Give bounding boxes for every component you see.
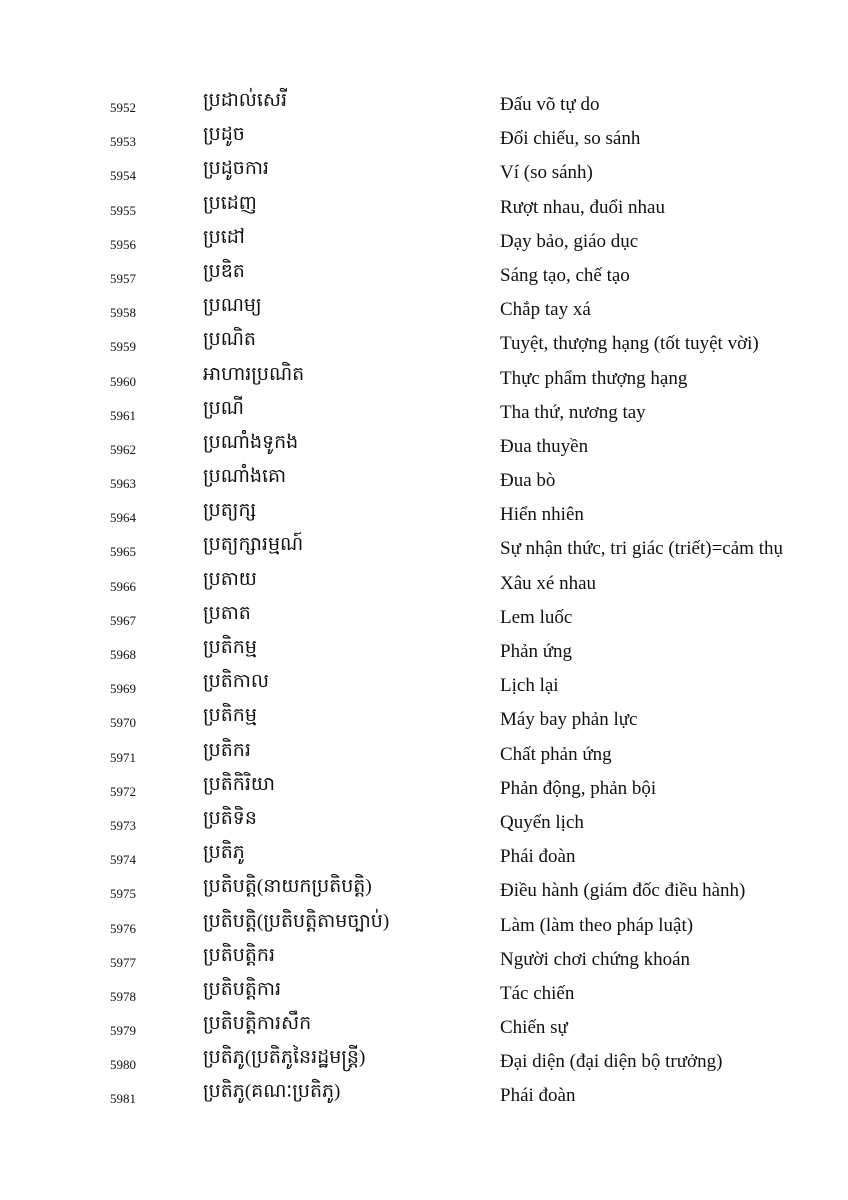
entry-khmer-term: ប្រណិត [203,329,256,351]
entry-number: 5965 [110,544,136,560]
entry-number: 5958 [110,305,136,321]
entry-vietnamese-meaning: Tác chiến [500,982,575,1004]
entry-row [0,293,848,327]
entry-row [0,327,848,361]
entry-vietnamese-meaning: Dạy bảo, giáo dục [500,230,639,252]
entry-number: 5980 [110,1057,136,1073]
entry-vietnamese-meaning: Phản động, phản bội [500,777,657,799]
entry-khmer-term: ប្រណី [203,397,244,419]
entry-number: 5971 [110,749,136,765]
entry-vietnamese-meaning: Phái đoàn [500,846,576,868]
entry-khmer-term: ប្រតិភូ(ប្រតិភូនៃរដ្ឋមន្ត្រី) [203,1047,366,1069]
entry-number: 5967 [110,612,136,628]
entry-row [0,874,848,908]
entry-row [0,601,848,635]
entry-khmer-term: ប្រតិកម្ម [203,637,257,658]
entry-number: 5970 [110,715,136,731]
entry-khmer-term: ប្រតិភូ [203,842,245,864]
entry-number: 5953 [110,134,136,150]
entry-row [0,156,848,190]
entry-number: 5978 [110,988,136,1004]
entry-khmer-term: ប្រតាយ [203,568,257,590]
entry-khmer-term: ប្រដូចការ [203,158,269,180]
entry-vietnamese-meaning: Đua thuyền [500,435,589,457]
entry-vietnamese-meaning: Đua bò [500,470,556,492]
entry-row [0,635,848,669]
entry-vietnamese-meaning: Rượt nhau, đuổi nhau [500,196,665,218]
entry-row [0,977,848,1011]
entry-vietnamese-meaning: Đấu võ tự do [500,94,600,115]
entry-vietnamese-meaning: Tha thứ, nương tay [500,401,646,423]
entry-number: 5966 [110,578,136,594]
entry-khmer-term: ប្រតិបត្តិការសឹក [203,1013,312,1035]
entry-vietnamese-meaning: Người chơi chứng khoán [500,948,691,970]
entry-vietnamese-meaning: Lịch lại [500,675,559,697]
entry-row [0,1011,848,1045]
entry-vietnamese-meaning: Phản ứng [500,641,573,662]
entry-khmer-term: ប្រតិបត្តិ(នាយកប្រតិបត្តិ) [203,876,372,898]
entry-number: 5959 [110,339,136,355]
entry-row [0,122,848,156]
entry-number: 5964 [110,510,136,526]
entry-vietnamese-meaning: Sự nhận thức, tri giác (triết)=cảm thụ [500,538,783,560]
entry-number: 5976 [110,920,136,936]
entry-vietnamese-meaning: Lem luốc [500,606,573,628]
entry-khmer-term: ប្រដេញ [203,192,257,214]
entry-khmer-term: ប្រតិទិន [203,807,257,829]
entry-number: 5973 [110,817,136,833]
entry-khmer-term: ប្រត្យក្ស [203,500,257,522]
entry-row [0,669,848,703]
entry-row [0,772,848,806]
entry-number: 5957 [110,270,136,286]
entry-khmer-term: ប្រត្យក្សារម្មណ៍ [203,534,304,556]
entry-number: 5960 [110,373,136,389]
entry-number: 5977 [110,954,136,970]
entry-number: 5955 [110,202,136,218]
entry-number: 5975 [110,886,136,902]
entry-number: 5979 [110,1023,136,1039]
entry-number: 5968 [110,647,136,662]
entry-row [0,396,848,430]
entry-khmer-term: ប្រដូច [203,124,245,146]
entry-row [0,88,848,122]
entry-row [0,259,848,293]
entry-khmer-term: ប្រតិករ [203,739,251,761]
entry-row [0,464,848,498]
entry-vietnamese-meaning: Đối chiếu, so sánh [500,128,641,150]
entry-list [0,88,848,1114]
entry-khmer-term: ប្រតិកិរិយា [203,773,275,795]
entry-khmer-term: ប្រណាំងទូកង [203,431,299,453]
entry-number: 5954 [110,168,136,184]
entry-row [0,909,848,943]
entry-row [0,430,848,464]
entry-row [0,532,848,566]
entry-vietnamese-meaning: Điều hành (giám đốc điều hành) [500,880,746,902]
entry-number: 5981 [110,1091,136,1107]
entry-khmer-term: ប្រតិបត្តិ(ប្រតិបត្តិតាមច្បាប់) [203,910,390,932]
entry-number: 5952 [110,100,136,115]
entry-vietnamese-meaning: Thực phẩm thượng hạng [500,367,688,389]
entry-vietnamese-meaning: Máy bay phản lực [500,709,638,731]
entry-number: 5961 [110,407,136,423]
entry-khmer-term: ប្រដាល់សេរី [203,90,288,111]
entry-row [0,703,848,737]
entry-khmer-term: ប្រដៅ [203,226,245,248]
entry-khmer-term: ប្រតិភូ(គណៈប្រតិភូ) [203,1081,341,1103]
entry-vietnamese-meaning: Đại diện (đại diện bộ trưởng) [500,1051,723,1073]
entry-vietnamese-meaning: Tuyệt, thượng hạng (tốt tuyệt vời) [500,333,759,355]
entry-row [0,840,848,874]
entry-row [0,362,848,396]
entry-khmer-term: ប្រណម្យ [203,295,262,317]
entry-vietnamese-meaning: Chất phản ứng [500,743,612,765]
entry-vietnamese-meaning: Sáng tạo, chế tạo [500,264,630,286]
entry-vietnamese-meaning: Chắp tay xá [500,299,591,321]
entry-vietnamese-meaning: Xâu xé nhau [500,572,597,594]
entry-row [0,191,848,225]
entry-number: 5956 [110,236,136,252]
entry-row [0,498,848,532]
entry-number: 5969 [110,681,136,697]
entry-khmer-term: ប្រតិកម្ម [203,705,257,727]
entry-khmer-term: ប្រឌិត [203,260,245,282]
entry-vietnamese-meaning: Quyển lịch [500,811,584,833]
entry-number: 5974 [110,852,136,868]
entry-row [0,567,848,601]
entry-khmer-term: ប្រតិបត្តិការ [203,978,282,1000]
entry-vietnamese-meaning: Phái đoàn [500,1085,576,1107]
entry-khmer-term: ប្រតាត [203,602,251,624]
entry-khmer-term: ប្រតិបត្តិករ [203,944,275,966]
entry-row [0,1045,848,1079]
entry-row [0,1079,848,1113]
entry-khmer-term: ប្រតិកាល [203,671,269,693]
entry-vietnamese-meaning: Ví (so sánh) [500,162,593,184]
entry-row [0,806,848,840]
entry-row [0,225,848,259]
entry-khmer-term: អាហារប្រណិត [203,363,305,385]
entry-row [0,738,848,772]
entry-number: 5963 [110,476,136,492]
entry-vietnamese-meaning: Làm (làm theo pháp luật) [500,914,694,936]
entry-number: 5962 [110,441,136,457]
entry-vietnamese-meaning: Hiển nhiên [500,504,584,526]
entry-number: 5972 [110,783,136,799]
entry-row [0,943,848,977]
entry-khmer-term: ប្រណាំងគោ [203,466,287,488]
entry-vietnamese-meaning: Chiến sự [500,1017,568,1039]
